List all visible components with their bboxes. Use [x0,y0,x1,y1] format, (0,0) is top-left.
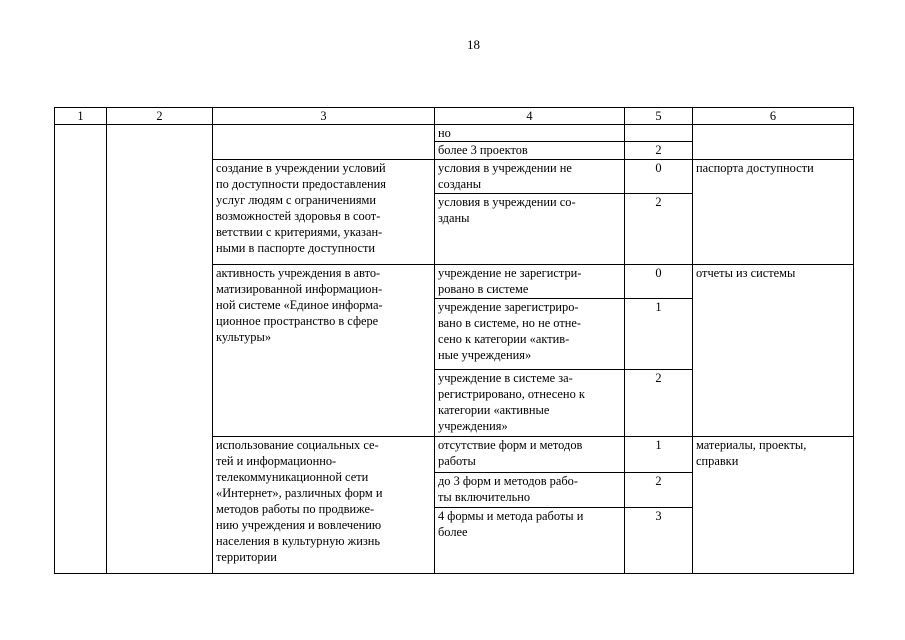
score-cell [625,125,693,142]
source-cell [693,125,854,160]
source-cell: отчеты из системы [693,265,854,437]
column-header: 6 [693,108,854,125]
criteria-table [54,107,854,574]
condition-cell: условия в учреждении со- зданы [435,194,625,265]
score-cell: 1 [625,299,693,370]
table-header-row [55,108,854,125]
source-cell: материалы, проекты, справки [693,437,854,574]
condition-cell: учреждение не зарегистри- ровано в системе [435,265,625,299]
condition-cell: до 3 форм и методов рабо- ты включительно [435,473,625,508]
score-cell: 2 [625,142,693,160]
column-header: 3 [213,108,435,125]
condition-cell: условия в учреждении не созданы [435,160,625,194]
criterion-cell: активность учреждения в авто- матизированной информацион- ной системе «Единое информа- ционное пространство в сфере культуры» [213,265,435,437]
table-cell-col1 [55,125,107,574]
score-cell: 0 [625,265,693,299]
page-number: 18 [467,37,480,52]
criterion-cell: использование социальных се- тей и информационно- телекоммуникационной сети «Интернет», различных форм и методов работы по продвиже- нию учреждения и вовлечению населения в культурную жизнь территории [213,437,435,574]
criterion-cell [213,125,435,160]
score-cell: 0 [625,160,693,194]
table-cell-col2 [107,125,213,574]
table-row [55,125,854,142]
score-cell: 1 [625,437,693,473]
column-header: 2 [107,108,213,125]
score-cell: 2 [625,473,693,508]
score-cell: 3 [625,508,693,574]
column-header: 5 [625,108,693,125]
condition-cell: учреждение в системе за- регистрировано, отнесено к категории «активные учреждения» [435,370,625,437]
source-cell: паспорта доступности [693,160,854,265]
score-cell: 2 [625,194,693,265]
condition-cell: отсутствие форм и методов работы [435,437,625,473]
condition-cell: 4 формы и метода работы и более [435,508,625,574]
score-cell: 2 [625,370,693,437]
condition-cell: более 3 проектов [435,142,625,160]
condition-cell: но [435,125,625,142]
criterion-cell: создание в учреждении условий по доступности предоставления услуг людям с ограничениями возможностей здоровья в соот- ветствии с критериями, указан- ными в паспорте доступности [213,160,435,265]
condition-cell: учреждение зарегистриро- вано в системе, но не отне- сено к категории «актив- ные учреждения» [435,299,625,370]
column-header: 1 [55,108,107,125]
column-header: 4 [435,108,625,125]
